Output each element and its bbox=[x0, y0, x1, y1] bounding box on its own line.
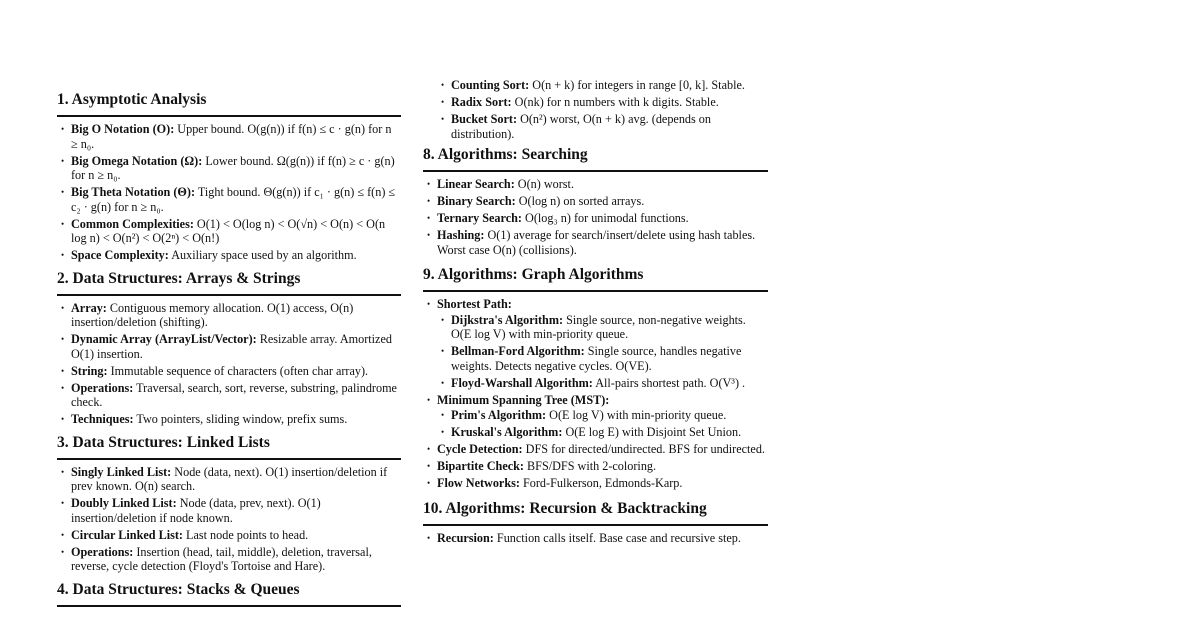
item-term: Circular Linked List: bbox=[71, 527, 183, 542]
item-term: Linear Search: bbox=[437, 177, 515, 191]
section-heading: 8. Algorithms: Searching bbox=[423, 145, 768, 172]
item-text: O(n + k) for integers in range [0, k]. Stable. bbox=[532, 78, 745, 92]
section-heading: 1. Asymptotic Analysis bbox=[57, 90, 401, 117]
item-text: Resizable array. Amortized O(1) insertion. bbox=[71, 332, 392, 361]
item-term: Flow Networks: bbox=[437, 476, 520, 490]
item-list bbox=[423, 526, 768, 546]
item-text: Upper bound. O(g(n)) if f(n) ≤ c · g(n) for n ≥ n₀. bbox=[71, 122, 392, 151]
section-arrays-strings bbox=[57, 269, 401, 427]
section-searching bbox=[423, 145, 768, 257]
list-item bbox=[57, 301, 401, 330]
sub-list bbox=[437, 407, 768, 440]
item-text: Node (data, next). O(1) insertion/deletion if prev known. O(n) search. bbox=[71, 464, 388, 493]
item-text: Lower bound. Ω(g(n)) if f(n) ≥ c · g(n) for n ≥ n₀. bbox=[71, 153, 395, 182]
item-term: Techniques: bbox=[71, 412, 134, 426]
list-item bbox=[423, 194, 768, 209]
list-item bbox=[437, 112, 768, 141]
item-list bbox=[423, 292, 768, 491]
item-text: O(log₃ n) for unimodal functions. bbox=[525, 211, 689, 225]
list-item bbox=[57, 332, 401, 361]
item-text: Insertion (head, tail, middle), deletion, traversal, reverse, cycle detection (Floyd's Tortoise and Hare). bbox=[71, 544, 372, 573]
item-text: O(log n) on sorted arrays. bbox=[518, 194, 645, 208]
list-item bbox=[57, 528, 401, 543]
item-text: O(1) average for search/insert/delete using hash tables. Worst case O(n) (collisions). bbox=[437, 228, 756, 257]
right-column bbox=[423, 78, 768, 551]
item-term: Hashing: bbox=[437, 228, 485, 242]
list-item bbox=[423, 459, 768, 474]
item-text: Tight bound. Θ(g(n)) if c₁ · g(n) ≤ f(n) ≤ c₂ · g(n) for n ≥ n₀. bbox=[71, 185, 396, 214]
list-item bbox=[57, 217, 401, 246]
item-text: Traversal, search, sort, reverse, substring, palindrome check. bbox=[71, 380, 397, 409]
section-heading: 9. Algorithms: Graph Algorithms bbox=[423, 265, 768, 292]
list-item bbox=[423, 476, 768, 491]
item-text: Single source, handles negative weights. Detects negative cycles. O(VE). bbox=[451, 344, 742, 373]
sub-list-item bbox=[437, 344, 768, 373]
list-item bbox=[423, 531, 768, 546]
list-item bbox=[57, 248, 401, 263]
item-term: Ternary Search: bbox=[437, 211, 522, 225]
item-term: Operations: bbox=[71, 380, 134, 395]
item-list bbox=[57, 296, 401, 427]
item-text: BFS/DFS with 2-coloring. bbox=[527, 459, 657, 473]
list-item bbox=[423, 211, 768, 226]
item-term: Doubly Linked List: bbox=[71, 496, 177, 510]
item-term: Radix Sort: bbox=[451, 95, 512, 109]
left-column bbox=[57, 90, 401, 613]
section-heading: 3. Data Structures: Linked Lists bbox=[57, 433, 401, 460]
list-item bbox=[423, 442, 768, 457]
item-text: Ford-Fulkerson, Edmonds-Karp. bbox=[522, 476, 683, 490]
section-linked-lists bbox=[57, 433, 401, 574]
list-item bbox=[423, 177, 768, 192]
item-text: O(E log V) with min-priority queue. bbox=[549, 408, 727, 422]
item-text: Node (data, prev, next). O(1) insertion/deletion if node known. bbox=[71, 496, 321, 525]
item-text: Function calls itself. Base case and recursive step. bbox=[496, 530, 741, 545]
item-text: O(E log E) with Disjoint Set Union. bbox=[565, 425, 742, 439]
list-item bbox=[57, 185, 401, 214]
list-item bbox=[423, 297, 768, 390]
list-item bbox=[57, 412, 401, 427]
sub-list-item bbox=[437, 313, 768, 342]
item-term: String: bbox=[71, 363, 108, 378]
sub-list-item bbox=[437, 408, 768, 423]
item-text: Auxiliary space used by an algorithm. bbox=[171, 248, 357, 262]
item-term: Bipartite Check: bbox=[437, 459, 524, 473]
item-term: Big Omega Notation (Ω): bbox=[71, 153, 203, 168]
item-term: Prim's Algorithm: bbox=[451, 408, 547, 422]
item-term: Counting Sort: bbox=[451, 78, 530, 92]
item-text: Single source, non-negative weights. O(E log V) with min-priority queue. bbox=[451, 312, 746, 341]
item-term: Bellman-Ford Algorithm: bbox=[451, 344, 585, 358]
item-text: Two pointers, sliding window, prefix sums. bbox=[136, 412, 348, 426]
item-term: Bucket Sort: bbox=[451, 112, 518, 126]
section-heading: 4. Data Structures: Stacks & Queues bbox=[57, 580, 401, 607]
item-term: Dynamic Array (ArrayList/Vector): bbox=[71, 332, 257, 346]
list-item bbox=[423, 393, 768, 440]
item-text: O(1) < O(log n) < O(√n) < O(n) < O(n log n) < O(n²) < O(2ⁿ) < O(n!) bbox=[71, 216, 386, 245]
item-term: Big Theta Notation (Θ): bbox=[71, 185, 196, 199]
list-item bbox=[437, 78, 768, 93]
sub-list-item bbox=[437, 376, 768, 391]
section-heading: 2. Data Structures: Arrays & Strings bbox=[57, 269, 401, 296]
item-text: O(n²) worst, O(n + k) avg. (depends on distribution). bbox=[451, 112, 711, 141]
item-term: Dijkstra's Algorithm: bbox=[451, 312, 564, 327]
list-item bbox=[57, 381, 401, 410]
list-item bbox=[437, 95, 768, 110]
item-text: Last node points to head. bbox=[186, 527, 309, 542]
item-term: Cycle Detection: bbox=[437, 442, 523, 456]
list-item bbox=[57, 465, 401, 494]
list-item bbox=[57, 364, 401, 379]
list-item bbox=[423, 228, 768, 257]
item-term: Recursion: bbox=[437, 530, 494, 545]
item-term: Array: bbox=[71, 300, 107, 315]
item-list bbox=[423, 172, 768, 257]
sub-list bbox=[437, 312, 768, 391]
item-text: O(nk) for n numbers with k digits. Stable. bbox=[514, 95, 719, 109]
item-term: Big O Notation (O): bbox=[71, 122, 175, 136]
list-item bbox=[57, 545, 401, 574]
item-term: Shortest Path: bbox=[437, 297, 512, 311]
section-recursion-backtracking bbox=[423, 499, 768, 546]
item-text: O(n) worst. bbox=[517, 177, 574, 191]
list-item bbox=[57, 122, 401, 151]
item-term: Operations: bbox=[71, 544, 134, 559]
continued-sorting-list bbox=[423, 78, 768, 141]
item-term: Common Complexities: bbox=[71, 216, 194, 231]
item-term: Minimum Spanning Tree (MST): bbox=[437, 392, 610, 407]
item-term: Kruskal's Algorithm: bbox=[451, 425, 563, 439]
item-list bbox=[57, 117, 401, 263]
section-asymptotic-analysis bbox=[57, 90, 401, 263]
item-term: Binary Search: bbox=[437, 194, 516, 208]
item-text: All-pairs shortest path. O(V³) . bbox=[595, 375, 746, 390]
item-term: Floyd-Warshall Algorithm: bbox=[451, 375, 593, 390]
item-text: Contiguous memory allocation. O(1) access, O(n) insertion/deletion (shifting). bbox=[71, 300, 354, 329]
item-term: Singly Linked List: bbox=[71, 464, 172, 479]
list-item bbox=[57, 154, 401, 183]
item-text: Immutable sequence of characters (often char array). bbox=[110, 363, 369, 378]
list-item bbox=[57, 496, 401, 525]
section-graph-algorithms bbox=[423, 265, 768, 491]
section-heading: 10. Algorithms: Recursion & Backtracking bbox=[423, 499, 768, 526]
item-list bbox=[57, 460, 401, 574]
item-text: DFS for directed/undirected. BFS for undirected. bbox=[525, 442, 765, 456]
section-stacks-queues bbox=[57, 580, 401, 607]
sub-list-item bbox=[437, 425, 768, 440]
item-term: Space Complexity: bbox=[71, 248, 169, 262]
